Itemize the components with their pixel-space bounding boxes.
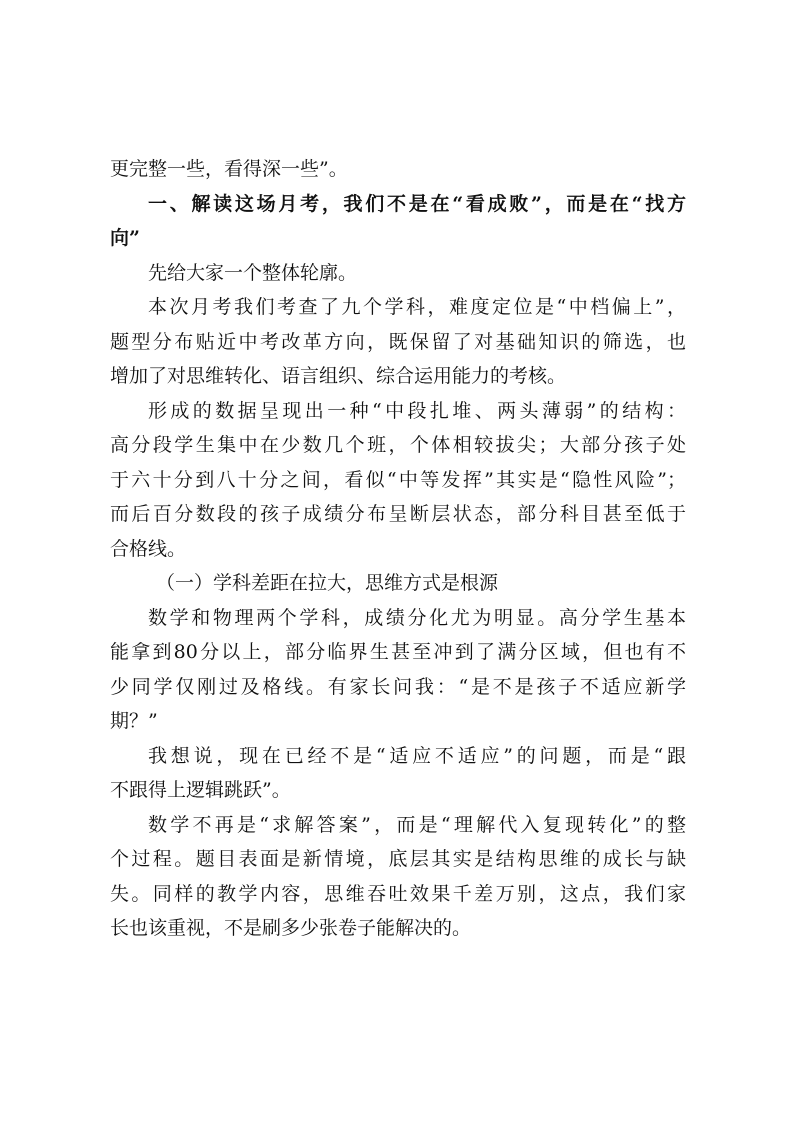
paragraph-logic-line-2: 不跟得上逻辑跳跃”。 <box>110 779 291 801</box>
paragraph-thinking-line-1: 数学不再是“求解答案”，而是“理解代入复现转化”的整 <box>148 813 686 836</box>
document-body <box>110 152 686 946</box>
paragraph-exam-line-2: 题型分布贴近中考改革方向，既保留了对基础知识的筛选，也 <box>110 330 686 353</box>
section-heading-line-1: 一、解读这场月考，我们不是在“看成败”，而是在“找方 <box>148 192 686 215</box>
paragraph-math-line-1: 数学和物理两个学科，成绩分化尤为明显。高分学生基本 <box>148 606 686 629</box>
paragraph-thinking-line-3: 失。同样的教学内容，思维吞吐效果千差万别，这点，我们家 <box>110 882 686 905</box>
paragraph-math-line-4: 期？” <box>110 710 158 732</box>
paragraph-data-line-4: 而后百分数段的孩子成绩分布呈断层状态，部分科目甚至低于 <box>110 503 686 525</box>
paragraph-data-line-1: 形成的数据呈现出一种“中段扎堆、两头薄弱”的结构： <box>148 399 686 422</box>
paragraph-exam-line-1: 本次月考我们考查了九个学科，难度定位是“中档偏上”， <box>148 296 686 318</box>
subsection-heading: （一）学科差距在拉大，思维方式是根源 <box>156 572 499 594</box>
paragraph-overview-line: 先给大家一个整体轮廓。 <box>148 261 358 284</box>
paragraph-data-line-2: 高分段学生集中在少数几个班，个体相较拔尖；大部分孩子处 <box>110 434 686 456</box>
paragraph-logic-line-1: 我想说，现在已经不是“适应不适应”的问题，而是“跟 <box>148 744 686 767</box>
paragraph-thinking-line-4: 长也该重视，不是刷多少张卷子能解决的。 <box>110 917 472 939</box>
paragraph-data-line-3: 于六十分到八十分之间，看似“中等发挥”其实是“隐性风险”； <box>110 468 686 491</box>
paragraph-math-line-3: 少同学仅刚过及格线。有家长问我：“是不是孩子不适应新学 <box>110 675 686 698</box>
paragraph-continuation-line: 更完整一些，看得深一些”。 <box>110 158 348 180</box>
paragraph-data-line-5: 合格线。 <box>110 537 187 560</box>
section-heading-line-2: 向” <box>110 227 140 249</box>
paragraph-math-line-2: 能拿到80分以上，部分临界生甚至冲到了满分区域，但也有不 <box>110 641 686 663</box>
paragraph-thinking-line-2: 个过程。题目表面是新情境，底层其实是结构思维的成长与缺 <box>110 848 686 870</box>
paragraph-exam-line-3: 增加了对思维转化、语言组织、综合运用能力的考核。 <box>110 365 567 387</box>
